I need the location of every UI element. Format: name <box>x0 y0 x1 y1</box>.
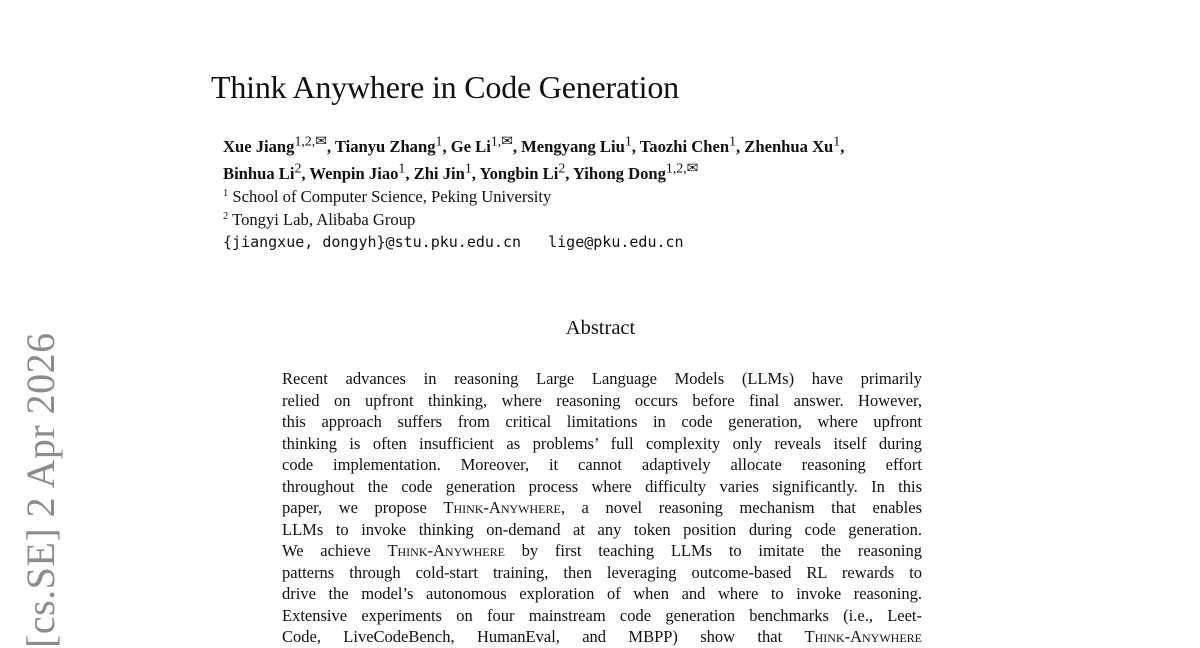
abstract-line: Recent advances in reasoning Large Language Models (LLMs) have primarily <box>282 369 922 388</box>
abstract-line: LLMs to invoke thinking on-demand at any token position during code generation. <box>282 519 922 539</box>
abstract-line: Extensive experiments on four mainstream code generation benchmarks (i.e., Leet- <box>282 605 922 625</box>
abstract-line: patterns through cold-start training, then leveraging outcome-based RL rewards to <box>282 562 922 582</box>
abstract-line: drive the model’s autonomous exploration of when and where to invoke reasoning. <box>282 584 922 603</box>
author: Wenpin Jiao$^1$, <box>309 160 414 184</box>
method-name: Think-Anywhere <box>387 541 505 560</box>
author-block <box>223 130 1023 254</box>
author: Yihong Dong$^{1,2,✉}$ <box>572 160 699 184</box>
affiliation: $^1$ School of Computer Science, Peking University <box>223 187 552 207</box>
author: Zhenhua Xu$^1$, <box>744 133 845 156</box>
author: Ge $Li^{1,✉}$, <box>450 133 522 156</box>
abstract-body <box>282 368 922 648</box>
abstract-line: paper, we propose Think-Anywhere, a novel reasoning mechanism that enables <box>282 498 922 517</box>
affiliation: $^2$ Tongyi Lab, Alibaba Group <box>223 210 416 230</box>
author: Binhua Li$^2$, <box>223 160 310 184</box>
abstract-line: relied on upfront thinking, where reasoning occurs before final answer. However, <box>282 390 922 410</box>
abstract-line: Code, LiveCodeBench, HumanEval, and MBPP) show that Think-Anywhere <box>282 627 922 646</box>
author: Xue Jiang$^{1,2,✉}$, <box>223 133 335 156</box>
abstract-line: this approach suffers from critical limitations in code generation, where upfront <box>282 412 922 431</box>
author: Zhi Jin$^1$, <box>413 160 480 184</box>
arxiv-identifier-stamp: [cs.SE] 2 Apr 2026 <box>18 332 63 648</box>
author-list <box>223 130 1023 185</box>
contact-emails: {jiangxue, dongyh}@stu.pku.edu.cn lige@pku.edu.cn <box>223 233 684 252</box>
abstract-line: thinking is often insufficient as problems’ full complexity only reveals itself during <box>282 433 922 453</box>
author: Mengyang Liu$^1$, <box>521 133 640 156</box>
author: Yongbin Li$^2$, <box>479 160 573 184</box>
abstract-heading: Abstract <box>565 317 636 339</box>
abstract-line: code implementation. Moreover, it cannot adaptively allocate reasoning effort <box>282 455 922 474</box>
paper-title: Think Anywhere in Code Generation <box>211 69 679 106</box>
abstract-line: throughout the code generation process where difficulty varies significantly. In this <box>282 476 922 496</box>
method-name: Think-Anywhere <box>443 498 561 517</box>
author: Tianyu Zhang$^1$, <box>334 133 451 156</box>
author: Taozhi Chen$^1$, <box>639 133 745 156</box>
abstract-line: We achieve Think-Anywhere by first teaching LLMs to imitate the reasoning <box>282 541 922 560</box>
method-name: Think-Anywhere <box>804 627 922 646</box>
